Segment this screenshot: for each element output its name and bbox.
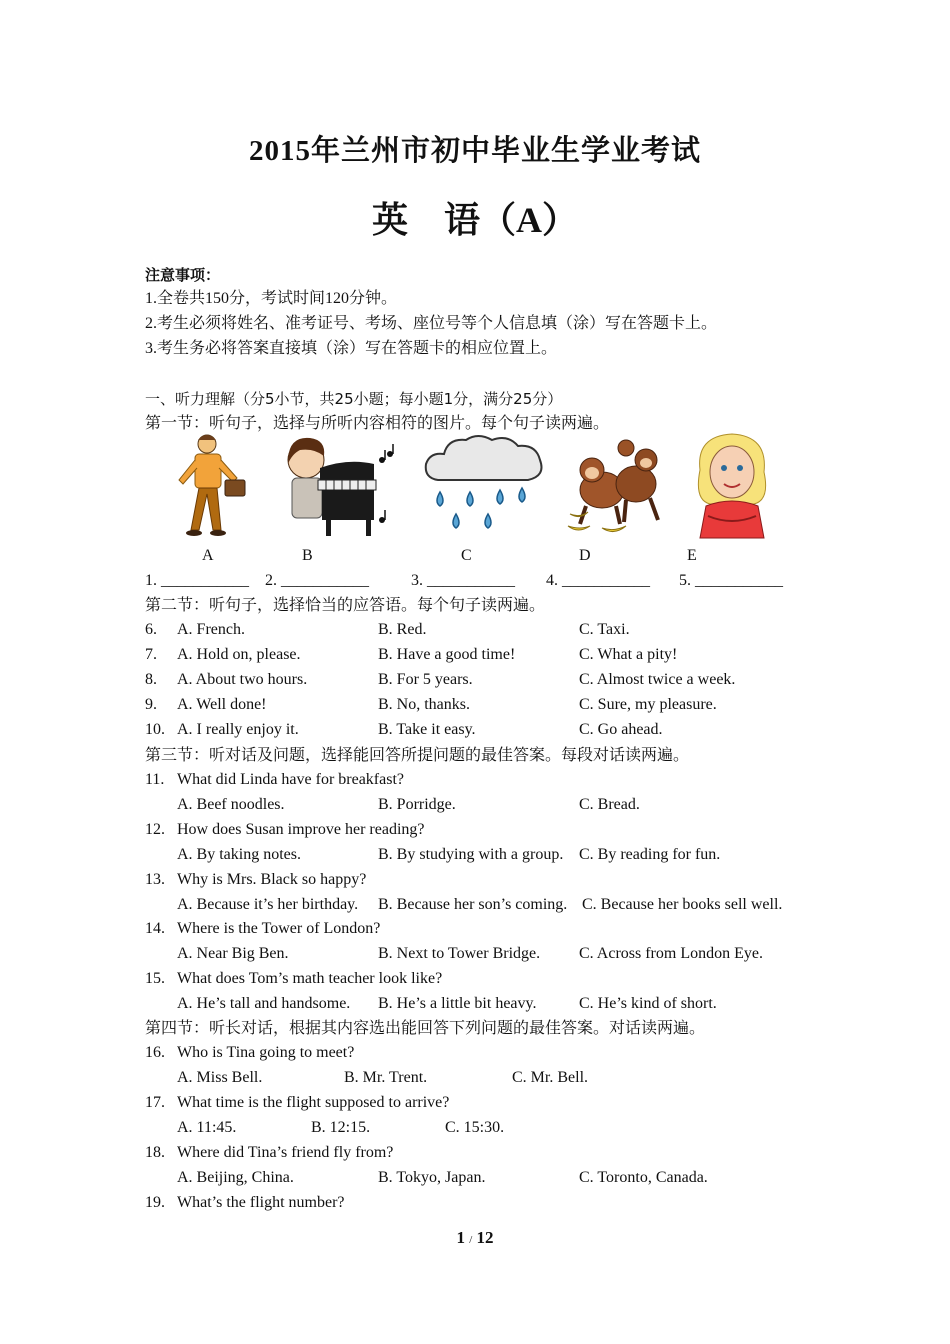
question-text: Where is the Tower of London? bbox=[177, 920, 381, 937]
question-number: 14. bbox=[145, 920, 165, 937]
question-text: What’s the flight number? bbox=[177, 1194, 345, 1211]
option-a: A. Beef noodles. bbox=[177, 796, 285, 813]
subject-title: 英 语（A） bbox=[372, 200, 578, 240]
option-b: B. No, thanks. bbox=[378, 696, 470, 713]
option-c: C. By reading for fun. bbox=[579, 846, 721, 863]
option-b: B. For 5 years. bbox=[378, 671, 473, 688]
option-c: C. Across from London Eye. bbox=[579, 945, 763, 962]
question-number: 12. bbox=[145, 821, 165, 838]
picture-letter-b: B bbox=[302, 547, 313, 564]
option-c: C. Sure, my pleasure. bbox=[579, 696, 717, 713]
option-b: B. Tokyo, Japan. bbox=[378, 1169, 486, 1186]
question-text: What does Tom’s math teacher look like? bbox=[177, 970, 443, 987]
section4-instruction: 第四节：听长对话，根据其内容选出能回答下列问题的最佳答案。对话读两遍。 bbox=[145, 1020, 706, 1037]
section2-instruction: 第二节：听句子，选择恰当的应答语。每个句子读两遍。 bbox=[145, 597, 546, 614]
option-b: B. By studying with a group. bbox=[378, 846, 564, 863]
answer-blank-2: 2. ___________ bbox=[265, 572, 369, 589]
option-a: A. Miss Bell. bbox=[177, 1069, 263, 1086]
rain-cloud-icon bbox=[418, 430, 548, 540]
question-number: 8. bbox=[145, 671, 157, 688]
option-a: A. 11:45. bbox=[177, 1119, 237, 1136]
notice-item-1: 1.全卷共150分，考试时间120分钟。 bbox=[145, 290, 398, 307]
option-a: A. Hold on, please. bbox=[177, 646, 301, 663]
answer-blank-3: 3. ___________ bbox=[411, 572, 515, 589]
question-number: 17. bbox=[145, 1094, 165, 1111]
option-c: C. Mr. Bell. bbox=[512, 1069, 589, 1086]
option-a: A. Well done! bbox=[177, 696, 267, 713]
option-a: A. French. bbox=[177, 621, 245, 638]
page-separator: / bbox=[469, 1234, 473, 1246]
question-number: 15. bbox=[145, 970, 165, 987]
option-b: B. Take it easy. bbox=[378, 721, 476, 738]
question-text: What did Linda have for breakfast? bbox=[177, 771, 405, 788]
option-b: B. 12:15. bbox=[311, 1119, 371, 1136]
question-number: 18. bbox=[145, 1144, 165, 1161]
answer-blank-1: 1. ___________ bbox=[145, 572, 249, 589]
option-b: B. Have a good time! bbox=[378, 646, 516, 663]
option-c: C. Bread. bbox=[579, 796, 640, 813]
picture-letter-d: D bbox=[579, 547, 591, 564]
option-b: B. Mr. Trent. bbox=[344, 1069, 428, 1086]
option-c: C. Almost twice a week. bbox=[579, 671, 736, 688]
picture-letter-e: E bbox=[687, 547, 697, 564]
option-c: C. Because her books sell well. bbox=[582, 896, 783, 913]
option-a: A. He’s tall and handsome. bbox=[177, 995, 351, 1012]
question-text: What time is the flight supposed to arrive? bbox=[177, 1094, 450, 1111]
boy-playing-piano-icon bbox=[278, 430, 396, 540]
question-number: 7. bbox=[145, 646, 157, 663]
option-a: A. I really enjoy it. bbox=[177, 721, 299, 738]
notice-heading: 注意事项： bbox=[145, 266, 221, 284]
exam-title: 2015年兰州市初中毕业生学业考试 bbox=[248, 135, 701, 167]
question-number: 19. bbox=[145, 1194, 165, 1211]
page-number bbox=[0, 1228, 950, 1248]
question-number: 10. bbox=[145, 721, 165, 738]
option-a: A. Because it’s her birthday. bbox=[177, 896, 359, 913]
question-text: How does Susan improve her reading? bbox=[177, 821, 425, 838]
option-b: B. Red. bbox=[378, 621, 427, 638]
option-a: A. Beijing, China. bbox=[177, 1169, 294, 1186]
blonde-girl-icon bbox=[690, 430, 774, 540]
question-text: Who is Tina going to meet? bbox=[177, 1044, 355, 1061]
notice-item-2: 2.考生必须将姓名、准考证号、考场、座位号等个人信息填（涂）写在答题卡上。 bbox=[145, 315, 718, 332]
question-number: 11. bbox=[145, 771, 165, 788]
option-c: C. Taxi. bbox=[579, 621, 630, 638]
question-text: Where did Tina’s friend fly from? bbox=[177, 1144, 394, 1161]
option-a: A. Near Big Ben. bbox=[177, 945, 289, 962]
picture-letter-c: C bbox=[461, 547, 472, 564]
option-a: A. By taking notes. bbox=[177, 846, 301, 863]
picture-letter-a: A bbox=[202, 547, 214, 564]
total-pages: 12 bbox=[476, 1228, 494, 1247]
option-b: B. Next to Tower Bridge. bbox=[378, 945, 541, 962]
answer-blank-4: 4. ___________ bbox=[546, 572, 650, 589]
question-number: 6. bbox=[145, 621, 157, 638]
answer-blank-5: 5. ___________ bbox=[679, 572, 783, 589]
option-b: B. Porridge. bbox=[378, 796, 456, 813]
part1-heading: 一、听力理解（分5小节，共25小题；每小题1分，满分25分） bbox=[145, 390, 563, 408]
option-b: B. Because her son’s coming. bbox=[378, 896, 568, 913]
question-text: Why is Mrs. Black so happy? bbox=[177, 871, 367, 888]
man-with-suitcase-icon bbox=[165, 430, 265, 540]
question-number: 16. bbox=[145, 1044, 165, 1061]
option-c: C. Go ahead. bbox=[579, 721, 663, 738]
option-c: C. What a pity! bbox=[579, 646, 678, 663]
section1-instruction: 第一节：听句子，选择与所听内容相符的图片。每个句子读两遍。 bbox=[145, 415, 610, 432]
option-c: C. He’s kind of short. bbox=[579, 995, 717, 1012]
question-number: 9. bbox=[145, 696, 157, 713]
option-c: C. Toronto, Canada. bbox=[579, 1169, 708, 1186]
option-a: A. About two hours. bbox=[177, 671, 308, 688]
option-c: C. 15:30. bbox=[445, 1119, 505, 1136]
current-page: 1 bbox=[456, 1228, 465, 1247]
monkeys-with-bananas-icon bbox=[566, 430, 676, 540]
option-b: B. He’s a little bit heavy. bbox=[378, 995, 537, 1012]
notice-item-3: 3.考生务必将答案直接填（涂）写在答题卡的相应位置上。 bbox=[145, 340, 558, 357]
question-number: 13. bbox=[145, 871, 165, 888]
section3-instruction: 第三节：听对话及问题，选择能回答所提问题的最佳答案。每段对话读两遍。 bbox=[145, 747, 690, 764]
